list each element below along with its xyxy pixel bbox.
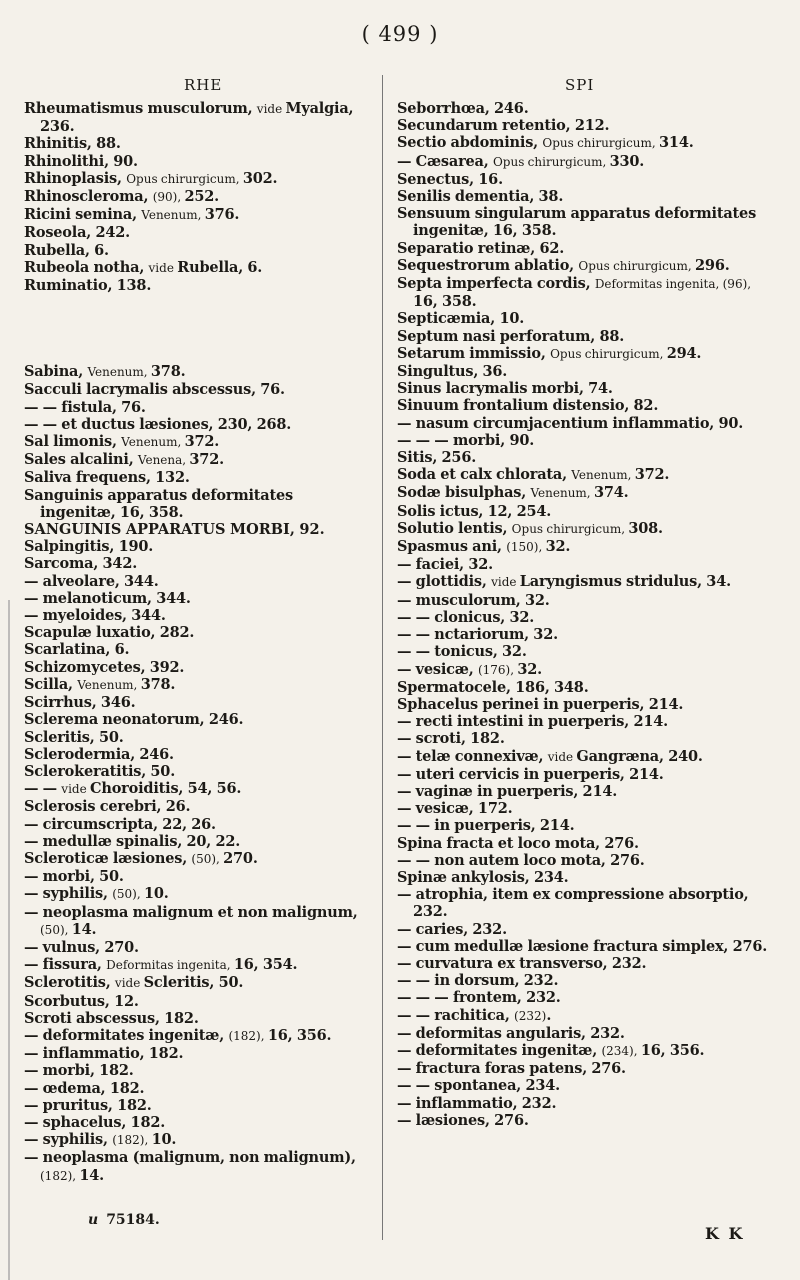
entry-pages: . (546, 1006, 552, 1024)
entry-term: Septa imperfecta cordis, (397, 275, 595, 293)
entry-term: Scroti abscessus, 182. (24, 1009, 199, 1027)
index-entry (397, 938, 775, 955)
entry-reference: (150), (506, 540, 546, 555)
index-entry (24, 850, 368, 868)
index-entry (24, 242, 368, 259)
entry-term: — curvatura ex transverso, 232. (397, 954, 647, 972)
entry-term: — — (24, 780, 62, 798)
index-entry (397, 556, 775, 573)
index-entry (24, 277, 368, 294)
index-group-s (24, 363, 368, 1185)
index-entry (24, 798, 368, 815)
entry-term: Sinuum frontalium distensio, 82. (397, 397, 659, 415)
index-entry (397, 955, 775, 972)
entry-term: Saliva frequens, 132. (24, 469, 190, 487)
entry-term: — fissura, (24, 956, 107, 974)
entry-term: — musculorum, 32. (397, 591, 550, 609)
index-entry (24, 206, 368, 224)
entry-term: Spermatocele, 186, 348. (397, 678, 589, 696)
index-entry (24, 763, 368, 780)
entry-reference: (182), (228, 1028, 268, 1043)
index-entry (397, 100, 775, 117)
entry-pages: 330. (609, 152, 645, 170)
index-entry (24, 1131, 368, 1149)
entry-term: Sclerema neonatorum, 246. (24, 711, 244, 729)
index-entry (397, 503, 775, 520)
index-entry (24, 833, 368, 850)
entry-term: Septum nasi perforatum, 88. (397, 327, 625, 345)
index-entry (397, 609, 775, 626)
index-entry (24, 694, 368, 711)
entry-pages: 14. (71, 920, 97, 938)
index-entry (24, 469, 368, 486)
entry-term: Rhinoplasis, (24, 169, 127, 187)
index-entry (24, 1062, 368, 1079)
entry-term: — melanoticum, 344. (24, 589, 191, 607)
index-entry (24, 974, 368, 992)
entry-reference: (234), (601, 1043, 641, 1058)
entry-term: — — spontanea, 234. (397, 1077, 560, 1095)
entry-reference: vide (61, 782, 91, 797)
index-entry (397, 626, 775, 643)
entry-pages: 16, 354. (233, 956, 298, 974)
entry-term: — nasum circumjacentium inflammatio, 90. (397, 414, 744, 432)
entry-term: — myeloides, 344. (24, 607, 166, 625)
entry-pages: 32. (517, 660, 542, 678)
index-entry (397, 835, 775, 852)
entry-term: Sclerotitis, (24, 974, 115, 992)
entry-reference: Opus chirurgicum, (578, 258, 696, 273)
index-entry (24, 573, 368, 590)
entry-pages: 270. (223, 849, 258, 867)
index-entry (397, 852, 775, 869)
index-entry (24, 538, 368, 555)
entry-pages: 294. (666, 344, 702, 362)
entry-term: Sphacelus perinei in puerperis, 214. (397, 695, 684, 713)
entry-term: — œdema, 182. (24, 1079, 145, 1097)
index-entry (24, 363, 368, 381)
entry-term: — Cæsarea, (397, 152, 493, 170)
index-entry (24, 1114, 368, 1131)
index-entry (397, 730, 775, 747)
index-group-r (24, 100, 368, 294)
entry-reference: (50), (112, 887, 144, 902)
entry-reference: Venenum, (571, 468, 635, 483)
index-entry (24, 868, 368, 885)
entry-term: Rubella, 6. (24, 241, 109, 259)
entry-pages: Gangræna, 240. (576, 747, 703, 765)
index-entry (397, 466, 775, 484)
entry-term: — — clonicus, 32. (397, 608, 535, 626)
entry-pages: Myalgia, 236. (40, 100, 354, 136)
entry-reference: vide (148, 260, 178, 275)
entry-pages: 14. (79, 1166, 105, 1184)
index-entry (24, 1010, 368, 1027)
index-entry (24, 188, 368, 206)
printer-mark-number: 75184. (106, 1212, 160, 1228)
entry-term: — fractura foras patens, 276. (397, 1060, 626, 1078)
index-column-right (397, 100, 775, 1129)
column-divider (382, 75, 383, 1240)
page-number: ( 499 ) (361, 22, 439, 46)
entry-term: — syphilis, (24, 885, 113, 903)
index-entry (397, 1077, 775, 1094)
entry-pages: 302. (242, 169, 278, 187)
entry-term: Salpingitis, 190. (24, 538, 154, 556)
index-entry (24, 399, 368, 416)
index-column-left (24, 100, 368, 1185)
entry-reference: Venena, (137, 453, 190, 468)
entry-term: — syphilis, (24, 1131, 113, 1149)
entry-term: Sclerokeratitis, 50. (24, 762, 176, 780)
entry-pages: 314. (659, 134, 694, 152)
entry-reference: (182), (40, 1168, 80, 1183)
index-entry (24, 676, 368, 694)
index-entry (397, 310, 775, 327)
entry-term: — — et ductus læsiones, 230, 268. (24, 415, 292, 433)
index-entry (24, 224, 368, 241)
entry-term: Rhinolithi, 90. (24, 152, 138, 170)
entry-reference: vide (547, 749, 577, 764)
entry-term: Sacculi lacrymalis abscessus, 76. (24, 381, 285, 399)
entry-term: Scilla, (24, 675, 78, 693)
entry-pages: Choroiditis, 54, 56. (90, 780, 242, 798)
signature-mark: K K (705, 1224, 745, 1243)
entry-term: Singultus, 36. (397, 363, 508, 381)
entry-reference: (50), (191, 851, 224, 866)
printer-mark (88, 1212, 160, 1228)
entry-pages: Rubella, 6. (177, 258, 263, 276)
entry-reference: Opus chirurgicum, (126, 171, 243, 186)
index-entry (24, 487, 368, 521)
entry-term: Scorbutus, 12. (24, 992, 139, 1010)
index-entry (24, 381, 368, 398)
entry-reference: Deformitas ingenita, (106, 958, 234, 973)
index-entry (397, 328, 775, 345)
entry-pages: 378. (150, 363, 186, 381)
index-entry (24, 135, 368, 152)
index-entry (397, 117, 775, 134)
entry-term: Seborrhœa, 246. (397, 100, 529, 117)
entry-pages: Laryngismus stridulus, 34. (519, 573, 731, 591)
entry-term: — faciei, 32. (397, 556, 493, 574)
entry-reference: (50), (40, 922, 72, 937)
index-entry (397, 1025, 775, 1042)
entry-term: — — fistula, 76. (24, 398, 146, 416)
entry-term: Sabina, (24, 363, 88, 381)
index-entry (397, 484, 775, 502)
entry-term: — caries, 232. (397, 920, 507, 938)
index-entry (397, 188, 775, 205)
index-entry (24, 904, 368, 939)
entry-term: Sal limonis, (24, 433, 122, 451)
index-entry (397, 713, 775, 730)
entry-term: — vulnus, 270. (24, 938, 139, 956)
entry-term: Ricini semina, (24, 206, 142, 224)
index-entry (24, 170, 368, 188)
entry-term: Sequestrorum ablatio, (397, 256, 579, 274)
index-entry (397, 449, 775, 466)
entry-reference: Opus chirurgicum, (542, 136, 660, 151)
entry-term: — — — frontem, 232. (397, 989, 561, 1007)
index-entry (397, 257, 775, 275)
entry-term: — inflammatio, 182. (24, 1045, 184, 1063)
entry-pages: 376. (204, 206, 240, 224)
entry-term: — — nctariorum, 32. (397, 626, 558, 644)
index-entry (24, 816, 368, 833)
index-entry (24, 100, 368, 135)
index-entry (24, 885, 368, 903)
index-entry (24, 521, 368, 538)
index-entry (24, 1097, 368, 1114)
index-entry (24, 259, 368, 277)
index-entry (397, 538, 775, 556)
index-entry (397, 921, 775, 938)
entry-term: Rheumatismus musculorum, (24, 100, 257, 117)
entry-term: — — in dorsum, 232. (397, 972, 559, 990)
index-entry (24, 956, 368, 974)
index-entry (397, 783, 775, 800)
entry-term: Sodæ bisulphas, (397, 484, 531, 502)
entry-reference: Opus chirurgicum, (550, 346, 667, 361)
entry-term: Sarcoma, 342. (24, 555, 138, 573)
entry-term: Sinus lacrymalis morbi, 74. (397, 380, 613, 398)
index-entry (397, 345, 775, 363)
index-entry (397, 205, 775, 239)
entry-pages: 10. (143, 885, 169, 903)
index-entry (397, 972, 775, 989)
index-entry (397, 696, 775, 713)
entry-term: — deformitas angularis, 232. (397, 1024, 625, 1042)
entry-reference: vide (256, 102, 286, 116)
index-entry (24, 641, 368, 658)
entry-term: Septicæmia, 10. (397, 310, 525, 328)
entry-term: SANGUINIS APPARATUS MORBI, 92. (24, 521, 325, 539)
entry-reference: Venenum, (121, 435, 185, 450)
index-entry (24, 993, 368, 1010)
index-entry (24, 729, 368, 746)
entry-term: Rhinitis, 88. (24, 135, 121, 153)
index-entry (397, 397, 775, 414)
entry-term: — scroti, 182. (397, 730, 505, 748)
entry-pages: 372. (634, 466, 670, 484)
index-entry (24, 746, 368, 763)
index-entry (397, 520, 775, 538)
index-entry (397, 380, 775, 397)
entry-term: Schizomycetes, 392. (24, 658, 185, 676)
entry-term: — glottidis, (397, 573, 492, 591)
entry-reference: (182), (112, 1133, 152, 1148)
entry-term: — pruritus, 182. (24, 1096, 152, 1114)
entry-term: Roseola, 242. (24, 224, 130, 242)
entry-reference: (232) (514, 1008, 547, 1023)
entry-term: Spina fracta et loco mota, 276. (397, 834, 639, 852)
entry-pages: 16, 356. (267, 1026, 332, 1044)
index-entry (24, 416, 368, 433)
entry-term: — — — morbi, 90. (397, 431, 535, 449)
entry-pages: 374. (593, 484, 629, 502)
index-entry (24, 1045, 368, 1062)
entry-term: — neoplasma (malignum, non malignum), (24, 1149, 356, 1167)
entry-reference: Deformitas ingenita, (96), (594, 277, 752, 292)
index-entry (24, 433, 368, 451)
entry-term: — uteri cervicis in puerperis, 214. (397, 765, 664, 783)
entry-term: — medullæ spinalis, 20, 22. (24, 832, 241, 850)
entry-term: — atrophia, item ex compressione absorptio, 232. (397, 886, 749, 921)
entry-term: Sclerodermia, 246. (24, 745, 174, 763)
index-entry (24, 555, 368, 572)
index-entry (397, 134, 775, 152)
index-entry (24, 1080, 368, 1097)
index-entry (397, 766, 775, 783)
entry-term: — morbi, 182. (24, 1062, 134, 1080)
index-entry (24, 659, 368, 676)
entry-term: Ruminatio, 138. (24, 277, 152, 295)
entry-term: — vaginæ in puerperis, 214. (397, 782, 618, 800)
index-entry (397, 171, 775, 188)
printer-mark-letter: u (88, 1212, 99, 1228)
index-entry (24, 624, 368, 641)
entry-term: Rubeola notha, (24, 258, 149, 276)
entry-term: — — tonicus, 32. (397, 643, 527, 661)
entry-term: — circumscripta, 22, 26. (24, 815, 216, 833)
entry-term: — deformitates ingenitæ, (24, 1026, 229, 1044)
entry-term: Senectus, 16. (397, 170, 503, 188)
index-entry (397, 679, 775, 696)
entry-term: — sphacelus, 182. (24, 1113, 166, 1131)
index-entry (397, 415, 775, 432)
entry-reference: Venenum, (141, 208, 205, 223)
entry-term: Sclerosis cerebri, 26. (24, 798, 191, 816)
entry-term: Sectio abdominis, (397, 134, 543, 152)
index-entry (24, 711, 368, 728)
entry-term: Solutio lentis, (397, 519, 512, 537)
index-entry (24, 451, 368, 469)
entry-term: Spasmus ani, (397, 538, 507, 556)
entry-term: Spinæ ankylosis, 234. (397, 868, 569, 886)
index-entry (397, 989, 775, 1006)
section-gap (24, 294, 368, 363)
entry-term: — cum medullæ læsione fractura simplex, 276. (397, 937, 768, 955)
entry-pages: 372. (184, 433, 220, 451)
entry-term: — vesicæ, 172. (397, 800, 513, 818)
entry-term: Sales alcalini, (24, 451, 138, 469)
entry-term: — neoplasma malignum et non malignum, (24, 903, 358, 921)
entry-term: Secundarum retentio, 212. (397, 117, 610, 135)
index-entry (397, 1042, 775, 1060)
index-entry (397, 240, 775, 257)
entry-term: — vesicæ, (397, 660, 478, 678)
page-edge-shadow (8, 600, 10, 1280)
index-entry (24, 780, 368, 798)
entry-term: — læsiones, 276. (397, 1111, 529, 1129)
entry-term: — alveolare, 344. (24, 572, 159, 590)
entry-pages: 372. (189, 451, 224, 469)
index-entry (24, 607, 368, 624)
entry-reference: Venenum, (530, 486, 594, 501)
index-entry (397, 363, 775, 380)
entry-pages: 16, 356. (640, 1041, 705, 1059)
entry-term: Scapulæ luxatio, 282. (24, 624, 195, 642)
entry-pages: 378. (140, 675, 176, 693)
entry-reference: Opus chirurgicum, (492, 154, 610, 169)
index-entry (397, 1095, 775, 1112)
entry-pages: 296. (695, 256, 730, 274)
index-entry (397, 800, 775, 817)
index-entry (397, 432, 775, 449)
entry-reference: (90), (152, 190, 185, 205)
entry-term: Scarlatina, 6. (24, 641, 130, 659)
entry-pages: 308. (628, 519, 663, 537)
entry-pages: 16, 358. (413, 293, 477, 311)
entry-term: Soda et calx chlorata, (397, 466, 572, 484)
entry-term: — morbi, 50. (24, 868, 124, 886)
entry-term: — telæ connexivæ, (397, 747, 548, 765)
index-entry (24, 153, 368, 170)
entry-term: Scleroticæ læsiones, (24, 849, 192, 867)
index-entry (397, 661, 775, 679)
entry-term: — deformitates ingenitæ, (397, 1041, 602, 1059)
index-entry (397, 748, 775, 766)
entry-reference: Venenum, (87, 365, 151, 380)
entry-term: Scirrhus, 346. (24, 694, 136, 712)
running-head-left: RHE (184, 76, 223, 94)
entry-term: Separatio retinæ, 62. (397, 239, 565, 257)
index-entry (397, 817, 775, 834)
entry-term: — — rachitica, (397, 1006, 515, 1024)
entry-term: Rhinoscleroma, (24, 188, 153, 206)
entry-term: — — non autem loco mota, 276. (397, 851, 645, 869)
entry-pages: Scleritis, 50. (143, 974, 244, 992)
entry-reference: Venenum, (77, 677, 141, 692)
entry-term: Senilis dementia, 38. (397, 188, 564, 206)
entry-term: — recti intestini in puerperis, 214. (397, 713, 668, 731)
index-entry (397, 153, 775, 171)
entry-reference: vide (114, 976, 144, 991)
entry-term: Sanguinis apparatus deformitates ingenitæ, 16, 358. (24, 486, 293, 521)
running-head-right: SPI (565, 76, 595, 94)
entry-term: — — in puerperis, 214. (397, 817, 575, 835)
entry-term: Sitis, 256. (397, 449, 477, 467)
entry-term: Scleritis, 50. (24, 728, 124, 746)
entry-pages: 10. (151, 1131, 177, 1149)
index-entry (24, 1149, 368, 1184)
index-entry (397, 573, 775, 591)
index-entry (397, 1007, 775, 1025)
entry-reference: (176), (477, 662, 518, 677)
index-entry (397, 1060, 775, 1077)
index-entry (397, 275, 775, 310)
entry-term: — inflammatio, 232. (397, 1094, 557, 1112)
entry-pages: 252. (184, 188, 219, 206)
index-entry (24, 939, 368, 956)
index-entry (397, 592, 775, 609)
index-entry (397, 1112, 775, 1129)
index-entry (24, 1027, 368, 1045)
entry-term: Sensuum singularum apparatus deformitates ingenitæ, 16, 358. (397, 205, 757, 240)
entry-term: Setarum immissio, (397, 344, 551, 362)
entry-reference: Opus chirurgicum, (511, 521, 629, 536)
index-entry (397, 643, 775, 660)
entry-pages: 32. (545, 538, 571, 556)
entry-term: Solis ictus, 12, 254. (397, 502, 552, 520)
index-entry (397, 886, 775, 920)
entry-reference: vide (491, 575, 520, 590)
index-entry (397, 869, 775, 886)
index-entry (24, 590, 368, 607)
